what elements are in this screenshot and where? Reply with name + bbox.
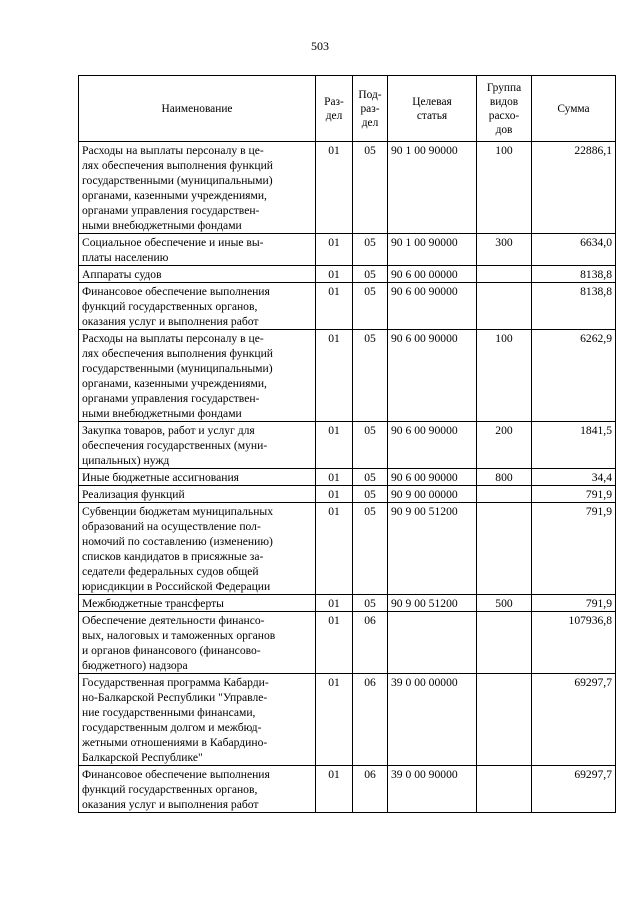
- table-row: [79, 595, 616, 612]
- row-expense-group-cell: [477, 766, 532, 813]
- row-section-cell: 01: [316, 612, 353, 674]
- table-header-row: [79, 76, 616, 142]
- row-name-cell: Финансовое обеспечение выполнения функций государственных органов, оказания услуг и выполнения работ: [79, 283, 316, 330]
- table-row: [79, 486, 616, 503]
- table-row: [79, 422, 616, 469]
- row-sum-cell: 8138,8: [532, 283, 616, 330]
- row-expense-group-cell: 100: [477, 330, 532, 422]
- row-name-cell: Субвенции бюджетам муниципальных образований на осуществление пол- номочий по составлению (изменению) списков кандидатов в присяжные за- седатели федеральных судов общей юрисдикции в Российской Федерации: [79, 503, 316, 595]
- row-expense-group-cell: [477, 283, 532, 330]
- row-subsection-cell: 06: [353, 612, 388, 674]
- row-subsection-cell: 05: [353, 330, 388, 422]
- row-name-cell: Межбюджетные трансферты: [79, 595, 316, 612]
- row-target-article-cell: 90 6 00 90000: [388, 283, 477, 330]
- row-expense-group-cell: [477, 503, 532, 595]
- row-expense-group-cell: 500: [477, 595, 532, 612]
- row-expense-group-cell: [477, 674, 532, 766]
- row-name-cell: Закупка товаров, работ и услуг для обеспечения государственных (муни- ципальных) нужд: [79, 422, 316, 469]
- row-target-article-cell: 90 6 00 90000: [388, 422, 477, 469]
- row-expense-group-cell: 200: [477, 422, 532, 469]
- row-sum-cell: 6262,9: [532, 330, 616, 422]
- header-section: [316, 76, 353, 142]
- row-target-article-cell: 90 9 00 00000: [388, 486, 477, 503]
- table-row: [79, 142, 616, 234]
- row-subsection-cell: 05: [353, 469, 388, 486]
- row-section-cell: 01: [316, 503, 353, 595]
- row-target-article-cell: 90 6 00 90000: [388, 469, 477, 486]
- table-row: [79, 674, 616, 766]
- row-sum-cell: 791,9: [532, 595, 616, 612]
- row-name-cell: Государственная программа Кабарди- но-Балкарской Республики "Управле- ние государственными финансами, государственным долгом и межбюд- жетными отношениями в Кабардино- Балкарской Республике": [79, 674, 316, 766]
- table-row: [79, 612, 616, 674]
- row-name-cell: Иные бюджетные ассигнования: [79, 469, 316, 486]
- header-name-label: Наименование: [161, 102, 233, 115]
- row-section-cell: 01: [316, 486, 353, 503]
- row-expense-group-cell: 100: [477, 142, 532, 234]
- row-subsection-cell: 05: [353, 503, 388, 595]
- row-subsection-cell: 06: [353, 674, 388, 766]
- table-row: [79, 266, 616, 283]
- row-target-article-cell: 90 9 00 51200: [388, 595, 477, 612]
- row-subsection-cell: 05: [353, 595, 388, 612]
- row-target-article-cell: 90 9 00 51200: [388, 503, 477, 595]
- row-name-cell: Финансовое обеспечение выполнения функций государственных органов, оказания услуг и выполнения работ: [79, 766, 316, 813]
- header-subsection-label: Под- раз- дел: [358, 88, 382, 129]
- row-sum-cell: 791,9: [532, 503, 616, 595]
- header-target-article: [388, 76, 477, 142]
- row-target-article-cell: 39 0 00 90000: [388, 766, 477, 813]
- row-target-article-cell: [388, 612, 477, 674]
- row-name-cell: Аппараты судов: [79, 266, 316, 283]
- row-section-cell: 01: [316, 422, 353, 469]
- row-section-cell: 01: [316, 142, 353, 234]
- header-target-article-label: Целевая статья: [412, 95, 452, 122]
- row-target-article-cell: 90 6 00 90000: [388, 330, 477, 422]
- row-subsection-cell: 06: [353, 766, 388, 813]
- row-target-article-cell: 90 1 00 90000: [388, 234, 477, 266]
- row-name-cell: Социальное обеспечение и иные вы- платы населению: [79, 234, 316, 266]
- row-expense-group-cell: 300: [477, 234, 532, 266]
- row-sum-cell: 34,4: [532, 469, 616, 486]
- row-section-cell: 01: [316, 766, 353, 813]
- row-sum-cell: 791,9: [532, 486, 616, 503]
- row-expense-group-cell: 800: [477, 469, 532, 486]
- row-sum-cell: 69297,7: [532, 674, 616, 766]
- row-sum-cell: 6634,0: [532, 234, 616, 266]
- table-row: [79, 766, 616, 813]
- row-subsection-cell: 05: [353, 486, 388, 503]
- table-body: [79, 142, 616, 813]
- row-section-cell: 01: [316, 283, 353, 330]
- row-subsection-cell: 05: [353, 422, 388, 469]
- row-section-cell: 01: [316, 234, 353, 266]
- row-subsection-cell: 05: [353, 142, 388, 234]
- header-section-label: Раз- дел: [324, 95, 344, 122]
- row-sum-cell: 8138,8: [532, 266, 616, 283]
- row-section-cell: 01: [316, 595, 353, 612]
- row-expense-group-cell: [477, 612, 532, 674]
- page-number: 503: [311, 39, 329, 53]
- row-name-cell: Расходы на выплаты персоналу в це- лях обеспечения выполнения функций государственными (муниципальными) органами, казенными учреждениями, органами управления государствен- ными внебюджетными фондами: [79, 142, 316, 234]
- row-sum-cell: 69297,7: [532, 766, 616, 813]
- row-sum-cell: 1841,5: [532, 422, 616, 469]
- header-subsection: [353, 76, 388, 142]
- row-subsection-cell: 05: [353, 234, 388, 266]
- row-target-article-cell: 39 0 00 00000: [388, 674, 477, 766]
- row-name-cell: Расходы на выплаты персоналу в це- лях обеспечения выполнения функций государственными (муниципальными) органами, казенными учреждениями, органами управления государствен- ными внебюджетными фондами: [79, 330, 316, 422]
- header-name: [79, 76, 316, 142]
- row-name-cell: Реализация функций: [79, 486, 316, 503]
- row-section-cell: 01: [316, 674, 353, 766]
- table-row: [79, 283, 616, 330]
- row-sum-cell: 107936,8: [532, 612, 616, 674]
- row-expense-group-cell: [477, 486, 532, 503]
- table-row: [79, 469, 616, 486]
- row-subsection-cell: 05: [353, 283, 388, 330]
- row-sum-cell: 22886,1: [532, 142, 616, 234]
- row-section-cell: 01: [316, 266, 353, 283]
- row-section-cell: 01: [316, 330, 353, 422]
- header-expense-group-label: Группа видов расхо- дов: [486, 81, 522, 136]
- row-section-cell: 01: [316, 469, 353, 486]
- table-row: [79, 234, 616, 266]
- header-expense-group: [477, 76, 532, 142]
- row-subsection-cell: 05: [353, 266, 388, 283]
- table-row: [79, 503, 616, 595]
- budget-table: [78, 75, 616, 813]
- row-target-article-cell: 90 1 00 90000: [388, 142, 477, 234]
- row-name-cell: Обеспечение деятельности финансо- вых, налоговых и таможенных органов и органов финансового (финансово- бюджетного) надзора: [79, 612, 316, 674]
- header-sum-label: Сумма: [557, 102, 590, 115]
- row-target-article-cell: 90 6 00 00000: [388, 266, 477, 283]
- table-row: [79, 330, 616, 422]
- row-expense-group-cell: [477, 266, 532, 283]
- header-sum: [532, 76, 616, 142]
